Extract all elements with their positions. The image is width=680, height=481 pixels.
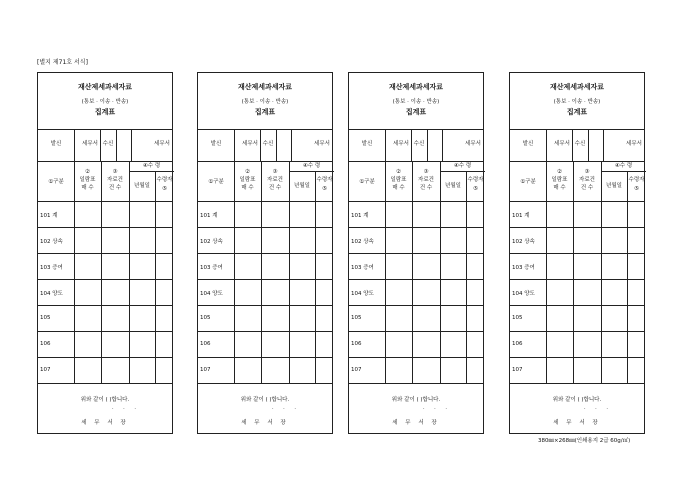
rule-line: [198, 129, 332, 130]
sender-label: 발신: [361, 141, 373, 147]
rule-line: [349, 201, 483, 202]
col-receipt: ④수 령: [142, 163, 161, 169]
rule-line: [510, 201, 644, 202]
col-receipt: ④수 령: [614, 163, 633, 169]
rule-line: [510, 357, 644, 358]
rule-line: [289, 171, 334, 172]
sender-label: 발신: [50, 141, 62, 147]
receiver-office: 세무서: [154, 141, 170, 147]
form-subtitle: (통보 · 이송 · 반송): [241, 99, 289, 105]
col-receiver: 수령자: [467, 177, 484, 183]
row-label: 107: [200, 367, 211, 373]
seal-dots: · · ·: [423, 406, 451, 412]
row-label: 104 양도: [351, 291, 374, 297]
col-ledger-label: 일람표: [551, 177, 568, 183]
signer-title: 세 무 서 장: [241, 420, 289, 426]
row-label: 106: [200, 341, 211, 347]
row-label: 103 증여: [351, 265, 374, 271]
confirm-text: 위와 같이 ( )합니다.: [552, 397, 602, 403]
rule-line: [155, 171, 156, 383]
col-count-no: ③: [272, 169, 278, 175]
row-label: 105: [512, 315, 523, 321]
rule-line: [349, 331, 483, 332]
row-label: 105: [351, 315, 362, 321]
rule-line: [510, 331, 644, 332]
rule-line: [38, 253, 172, 254]
row-label: 105: [200, 315, 211, 321]
col-ledger-unit: 매 수: [241, 185, 254, 191]
col-count-unit: 건 수: [580, 185, 594, 191]
receiver-label: 수신: [102, 141, 114, 147]
col-category: ①구분: [208, 179, 224, 185]
signer-title: 세 무 서 장: [392, 420, 440, 426]
rule-line: [510, 161, 644, 162]
row-label: 102 상속: [512, 239, 535, 245]
rule-line: [349, 253, 483, 254]
sender-office: 세무서: [242, 141, 258, 147]
row-label: 107: [351, 367, 362, 373]
receiver-office: 세무서: [314, 141, 330, 147]
sender-office: 세무서: [554, 141, 570, 147]
rule-line: [510, 305, 644, 306]
rule-line: [349, 279, 483, 280]
col-date: 년월일: [294, 183, 310, 189]
receiver-label: 수신: [574, 141, 586, 147]
rule-line: [38, 357, 172, 358]
rule-line: [601, 171, 646, 172]
summary-form: [37, 72, 173, 434]
rule-line: [198, 331, 332, 332]
sender-label: 발신: [522, 141, 534, 147]
rule-line: [129, 171, 174, 172]
col-receipt: ④수 령: [453, 163, 472, 169]
rule-line: [427, 129, 428, 161]
col-receiver-no: ⑤: [634, 186, 639, 192]
col-ledger-no: ②: [396, 169, 401, 175]
summary-form: [509, 72, 645, 434]
col-category: ①구분: [48, 179, 64, 185]
rule-line: [198, 227, 332, 228]
form-number: [별지 제71호 서식]: [37, 59, 88, 66]
row-label: 107: [512, 367, 523, 373]
rule-line: [38, 161, 172, 162]
form-title-2: 집계표: [254, 108, 276, 116]
rule-line: [440, 171, 485, 172]
rule-line: [510, 279, 644, 280]
col-date: 년월일: [445, 183, 461, 189]
form-title-2: 집계표: [566, 108, 588, 116]
row-label: 102 상속: [40, 239, 63, 245]
rule-line: [116, 129, 117, 161]
row-label: 106: [40, 341, 51, 347]
col-category: ①구분: [520, 179, 536, 185]
col-receiver: 수령자: [156, 177, 173, 183]
row-label: 101 계: [40, 213, 58, 219]
confirm-text: 위와 같이 ( )합니다.: [391, 397, 441, 403]
rule-line: [349, 129, 483, 130]
rule-line: [198, 305, 332, 306]
rule-line: [510, 227, 644, 228]
col-receiver-no: ⑤: [473, 186, 478, 192]
form-title-2: 집계표: [94, 108, 116, 116]
form-subtitle: (통보 · 이송 · 반송): [81, 99, 129, 105]
rule-line: [38, 227, 172, 228]
col-ledger-no: ②: [245, 169, 250, 175]
row-label: 106: [351, 341, 362, 347]
row-label: 104 양도: [40, 291, 63, 297]
rule-line: [440, 161, 441, 383]
rule-line: [412, 161, 413, 383]
rule-line: [234, 161, 235, 383]
sender-office: 세무서: [82, 141, 98, 147]
row-label: 105: [40, 315, 51, 321]
col-ledger-unit: 매 수: [392, 185, 405, 191]
rule-line: [38, 279, 172, 280]
row-label: 106: [512, 341, 523, 347]
rule-line: [198, 253, 332, 254]
rule-line: [261, 161, 262, 383]
rule-line: [349, 305, 483, 306]
col-count-label: 자료건: [107, 177, 123, 183]
col-count-no: ③: [423, 169, 429, 175]
seal-dots: · · ·: [272, 406, 300, 412]
col-ledger-label: 일람표: [79, 177, 96, 183]
col-date: 년월일: [134, 183, 150, 189]
col-count-no: ③: [584, 169, 590, 175]
row-label: 101 계: [351, 213, 369, 219]
form-title: 재산제세과세자료: [388, 83, 444, 91]
col-ledger-no: ②: [85, 169, 90, 175]
row-label: 104 양도: [200, 291, 223, 297]
row-label: 101 계: [200, 213, 218, 219]
rule-line: [601, 161, 602, 383]
col-date: 년월일: [606, 183, 622, 189]
col-count-label: 자료건: [418, 177, 434, 183]
col-ledger-no: ②: [557, 169, 562, 175]
form-title-2: 집계표: [405, 108, 427, 116]
col-count-label: 자료건: [579, 177, 595, 183]
col-count-label: 자료건: [267, 177, 283, 183]
row-label: 101 계: [512, 213, 530, 219]
rule-line: [38, 331, 172, 332]
col-count-unit: 건 수: [268, 185, 282, 191]
sender-label: 발신: [210, 141, 222, 147]
row-label: 104 양도: [512, 291, 535, 297]
rule-line: [198, 279, 332, 280]
col-receiver: 수령자: [628, 177, 645, 183]
confirm-text: 위와 같이 ( )합니다.: [80, 397, 130, 403]
rule-line: [38, 305, 172, 306]
rule-line: [74, 161, 75, 383]
rule-line: [198, 201, 332, 202]
rule-line: [315, 171, 316, 383]
form-title: 재산제세과세자료: [237, 83, 293, 91]
receiver-office: 세무서: [465, 141, 481, 147]
receiver-label: 수신: [262, 141, 274, 147]
form-title: 재산제세과세자료: [549, 83, 605, 91]
form-title: 재산제세과세자료: [77, 83, 133, 91]
rule-line: [198, 357, 332, 358]
rule-line: [38, 201, 172, 202]
rule-line: [573, 161, 574, 383]
col-ledger-label: 일람표: [239, 177, 256, 183]
rule-line: [385, 161, 386, 383]
col-count-unit: 건 수: [419, 185, 433, 191]
col-count-no: ③: [112, 169, 118, 175]
col-ledger-unit: 매 수: [81, 185, 94, 191]
rule-line: [510, 129, 644, 130]
row-label: 102 상속: [200, 239, 223, 245]
summary-form: [197, 72, 333, 434]
col-receipt: ④수 령: [302, 163, 321, 169]
rule-line: [349, 227, 483, 228]
rule-line: [627, 171, 628, 383]
rule-line: [546, 161, 547, 383]
col-ledger-label: 일람표: [390, 177, 407, 183]
rule-line: [510, 253, 644, 254]
rule-line: [198, 161, 332, 162]
col-category: ①구분: [359, 179, 375, 185]
row-label: 103 증여: [40, 265, 63, 271]
form-subtitle: (통보 · 이송 · 반송): [553, 99, 601, 105]
col-ledger-unit: 매 수: [553, 185, 566, 191]
rule-line: [38, 129, 172, 130]
rule-line: [276, 129, 277, 161]
row-label: 103 증여: [512, 265, 535, 271]
rule-line: [588, 129, 589, 161]
rule-line: [289, 161, 290, 383]
summary-form: [348, 72, 484, 434]
rule-line: [101, 161, 102, 383]
row-label: 107: [40, 367, 51, 373]
col-receiver-no: ⑤: [162, 186, 167, 192]
row-label: 103 증여: [200, 265, 223, 271]
rule-line: [349, 357, 483, 358]
signer-title: 세 무 서 장: [81, 420, 129, 426]
rule-line: [129, 161, 130, 383]
rule-line: [466, 171, 467, 383]
rule-line: [198, 383, 332, 384]
paper-size-note: 380㎜×268㎜(인쇄용지 2급 60g/㎡): [538, 438, 631, 444]
rule-line: [510, 383, 644, 384]
seal-dots: · · ·: [112, 406, 140, 412]
col-receiver: 수령자: [316, 177, 333, 183]
sender-office: 세무서: [393, 141, 409, 147]
rule-line: [349, 161, 483, 162]
rule-line: [349, 383, 483, 384]
col-receiver-no: ⑤: [322, 186, 327, 192]
signer-title: 세 무 서 장: [553, 420, 601, 426]
rule-line: [38, 383, 172, 384]
receiver-office: 세무서: [626, 141, 642, 147]
seal-dots: · · ·: [584, 406, 612, 412]
receiver-label: 수신: [413, 141, 425, 147]
confirm-text: 위와 같이 ( )합니다.: [240, 397, 290, 403]
col-count-unit: 건 수: [108, 185, 122, 191]
form-subtitle: (통보 · 이송 · 반송): [392, 99, 440, 105]
row-label: 102 상속: [351, 239, 374, 245]
